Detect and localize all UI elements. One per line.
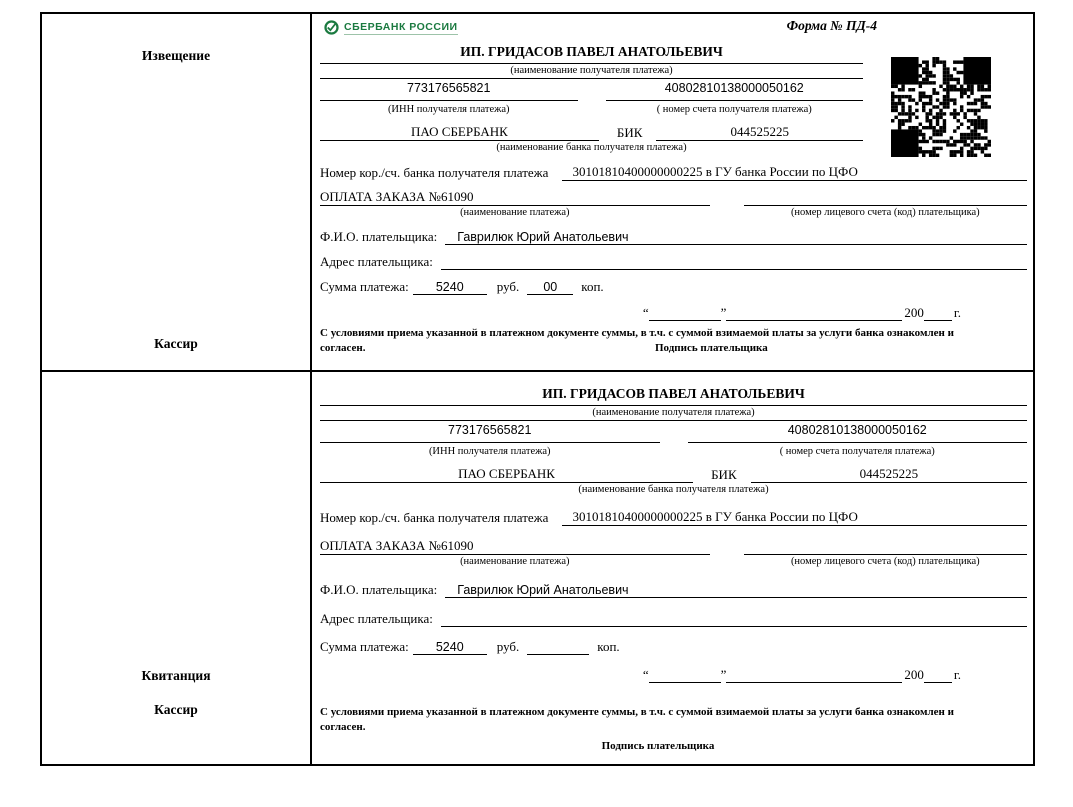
bank-name: ПАО СБЕРБАНК <box>320 466 693 483</box>
bik-value: 044525225 <box>656 124 863 141</box>
rub-label: руб. <box>496 279 520 294</box>
address-label: Адрес плательщика: <box>320 611 433 626</box>
amount-label: Сумма платежа: <box>320 639 409 654</box>
date-year-line <box>924 682 952 683</box>
notice-slip <box>40 12 1035 372</box>
bank-name: ПАО СБЕРБАНК <box>320 124 599 141</box>
account-caption: ( номер счета получателя платежа) <box>656 104 812 115</box>
year-suffix: г. <box>953 667 961 682</box>
inn-value: 773176565821 <box>320 81 578 101</box>
payer-name-label: Ф.И.О. плательщика: <box>320 229 438 244</box>
bank-caption: (наименование банка получателя платежа) <box>496 142 687 153</box>
inn-caption: (ИНН получателя платежа) <box>428 446 551 457</box>
quote-open: “ <box>642 305 649 320</box>
agreement-block <box>320 326 996 357</box>
date-line <box>320 663 1027 683</box>
notice-left-column <box>42 14 312 370</box>
notice-header <box>320 18 1027 44</box>
recipient-name: ИП. ГРИДАСОВ ПАВЕЛ АНАТОЛЬЕВИЧ <box>320 386 1027 406</box>
notice-content <box>312 14 1033 370</box>
date-year-line <box>924 320 952 321</box>
inn-value: 773176565821 <box>320 423 660 443</box>
date-day-line <box>649 682 721 683</box>
corr-account-value: 30101810400000000225 в ГУ банка России по ЦФО <box>562 164 1027 181</box>
date-line <box>320 301 1027 321</box>
account-caption: ( номер счета получателя платежа) <box>779 446 935 457</box>
form-number: Форма № ПД-4 <box>786 18 877 33</box>
sberbank-logo <box>324 20 458 35</box>
payment-caption: (наименование платежа) <box>460 207 570 218</box>
personal-account-caption: (номер лицевого счета (код) плательщика) <box>790 207 980 218</box>
date-month-line <box>726 682 902 683</box>
bank-caption: (наименование банка получателя платежа) <box>578 484 769 495</box>
quote-open: “ <box>642 667 649 682</box>
quote-close: ” <box>720 667 727 682</box>
sberbank-logo-text: СБЕРБАНК РОССИИ <box>344 20 458 33</box>
corr-account-value: 30101810400000000225 в ГУ банка России по ЦФО <box>562 509 1027 526</box>
receipt-left-column <box>42 372 312 764</box>
year-prefix: 200 <box>904 305 924 320</box>
payer-name-label: Ф.И.О. плательщика: <box>320 582 438 597</box>
receipt-section-label: Квитанция <box>141 668 211 683</box>
bik-label: БИК <box>711 467 737 482</box>
address-line <box>441 626 1027 627</box>
signature-label: Подпись плательщика <box>655 342 768 355</box>
agreement-block <box>320 705 996 754</box>
rub-label: руб. <box>496 639 520 654</box>
year-suffix: г. <box>953 305 961 320</box>
payment-name: ОПЛАТА ЗАКАЗА №61090 <box>320 538 710 555</box>
address-label: Адрес плательщика: <box>320 254 433 269</box>
bik-value: 044525225 <box>751 466 1027 483</box>
payment-name: ОПЛАТА ЗАКАЗА №61090 <box>320 189 710 206</box>
personal-account-caption: (номер лицевого счета (код) плательщика) <box>790 556 980 567</box>
payer-name-value: Гаврилюк Юрий Анатольевич <box>445 230 1027 245</box>
date-month-line <box>726 320 902 321</box>
payment-caption: (наименование платежа) <box>460 556 570 567</box>
amount-label: Сумма платежа: <box>320 279 409 294</box>
receipt-slip <box>40 370 1035 766</box>
quote-close: ” <box>720 305 727 320</box>
address-line <box>441 269 1027 270</box>
receipt-cashier-label: Кассир <box>154 702 198 717</box>
recipient-caption: (наименование получателя платежа) <box>320 64 863 79</box>
recipient-caption: (наименование получателя платежа) <box>320 406 1027 421</box>
amount-value: 5240 <box>413 280 487 295</box>
inn-caption: (ИНН получателя платежа) <box>387 104 510 115</box>
bik-label: БИК <box>616 125 643 140</box>
account-value: 40802810138000050162 <box>688 423 1028 443</box>
date-day-line <box>649 320 721 321</box>
recipient-name: ИП. ГРИДАСОВ ПАВЕЛ АНАТОЛЬЕВИЧ <box>320 44 863 64</box>
agreement-text: С условиями приема указанной в платежном документе суммы, в т.ч. с суммой взимаемой платы за услуги банка ознакомлен и согласен. <box>320 706 954 734</box>
receipt-content <box>312 372 1033 764</box>
year-prefix: 200 <box>904 667 924 682</box>
receipt-upper-fields <box>320 386 1027 497</box>
kopecks-value <box>527 654 589 655</box>
signature-label: Подпись плательщика <box>601 739 715 752</box>
notice-section-label: Извещение <box>141 48 211 63</box>
agreement-text: С условиями приема указанной в платежном документе суммы, в т.ч. с суммой взимаемой платы за услуги банка ознакомлен и согласен. <box>320 327 954 355</box>
notice-upper-fields <box>320 44 863 155</box>
amount-value: 5240 <box>413 640 487 655</box>
kopecks-value: 00 <box>527 280 573 295</box>
notice-cashier-label: Кассир <box>154 336 198 351</box>
corr-account-label: Номер кор./сч. банка получателя платежа <box>320 165 549 180</box>
kop-label: коп. <box>581 279 604 294</box>
sberbank-logo-icon <box>324 20 339 35</box>
corr-account-label: Номер кор./сч. банка получателя платежа <box>320 510 549 525</box>
payer-name-value: Гаврилюк Юрий Анатольевич <box>445 583 1027 598</box>
account-value: 40802810138000050162 <box>606 81 864 101</box>
kop-label: коп. <box>597 639 620 654</box>
qr-code <box>891 57 991 157</box>
